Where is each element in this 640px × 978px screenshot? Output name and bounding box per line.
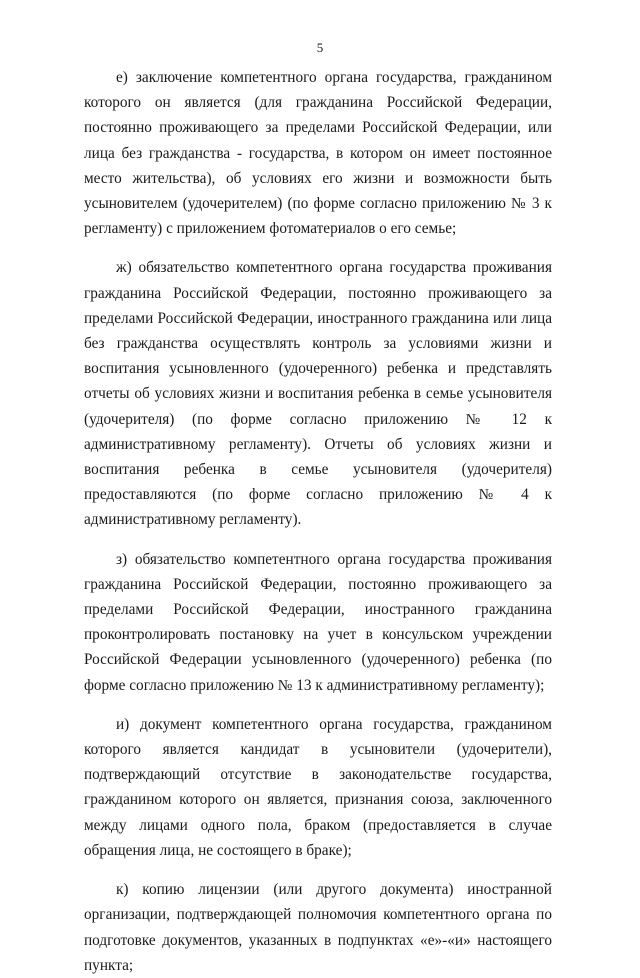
paragraph-e: е) заключение компетентного органа государства, гражданином которого он является (для гражданина Российской Федерации, постоянно проживающего за пределами Российской Федерации, или лица без гражданства - государства, в котором он имеет постоянное место жительства), об условиях его жизни и возможности быть усыновителем (удочерителем) (по форме согласно приложению № 3 к регламенту) с приложением фотоматериалов о его семье; <box>84 69 552 238</box>
page-number: 5 <box>316 40 324 55</box>
paragraph-z: з) обязательство компетентного органа государства проживания гражданина Российской Федерации, постоянно проживающего за пределами Российской Федерации, иностранного гражданина проконтролировать постановку на учет в консульском учреждении Российской Федерации усыновленного (удочеренного) ребенка (по форме согласно приложению № 13 к административному регламенту); <box>84 550 552 694</box>
paragraph-k: к) копию лицензии (или другого документа) иностранной организации, подтверждающей полномочия компетентного органа по подготовке документов, указанных в подпунктах «е»-«и» настоящего пункта; <box>84 881 552 974</box>
paragraph-zh: ж) обязательство компетентного органа государства проживания гражданина Российской Федерации, постоянно проживающего за пределами Российской Федерации, иностранного гражданина или лица без гражданства осуществлять контроль за условиями жизни и воспитания усыновленного (удочеренного) ребенка и представлять отчеты об условиях жизни и воспитания ребенка в семье усыновителя (удочерителя) (по форме согласно приложению № 12 к административному регламенту). Отчеты об условиях жизни и воспитания ребенка в семье усыновителя (удочерителя) предоставляются (по форме согласно приложению № 4 к административному регламенту). <box>84 259 552 529</box>
document-body <box>84 65 552 978</box>
paragraph-i: и) документ компетентного органа государства, гражданином которого является кандидат в усыновители (удочерители), подтверждающий отсутствие в законодательстве государства, гражданином которого он является, признания союза, заключенного между лицами одного пола, браком (предоставляется в случае обращения лица, не состоящего в браке); <box>84 715 552 859</box>
